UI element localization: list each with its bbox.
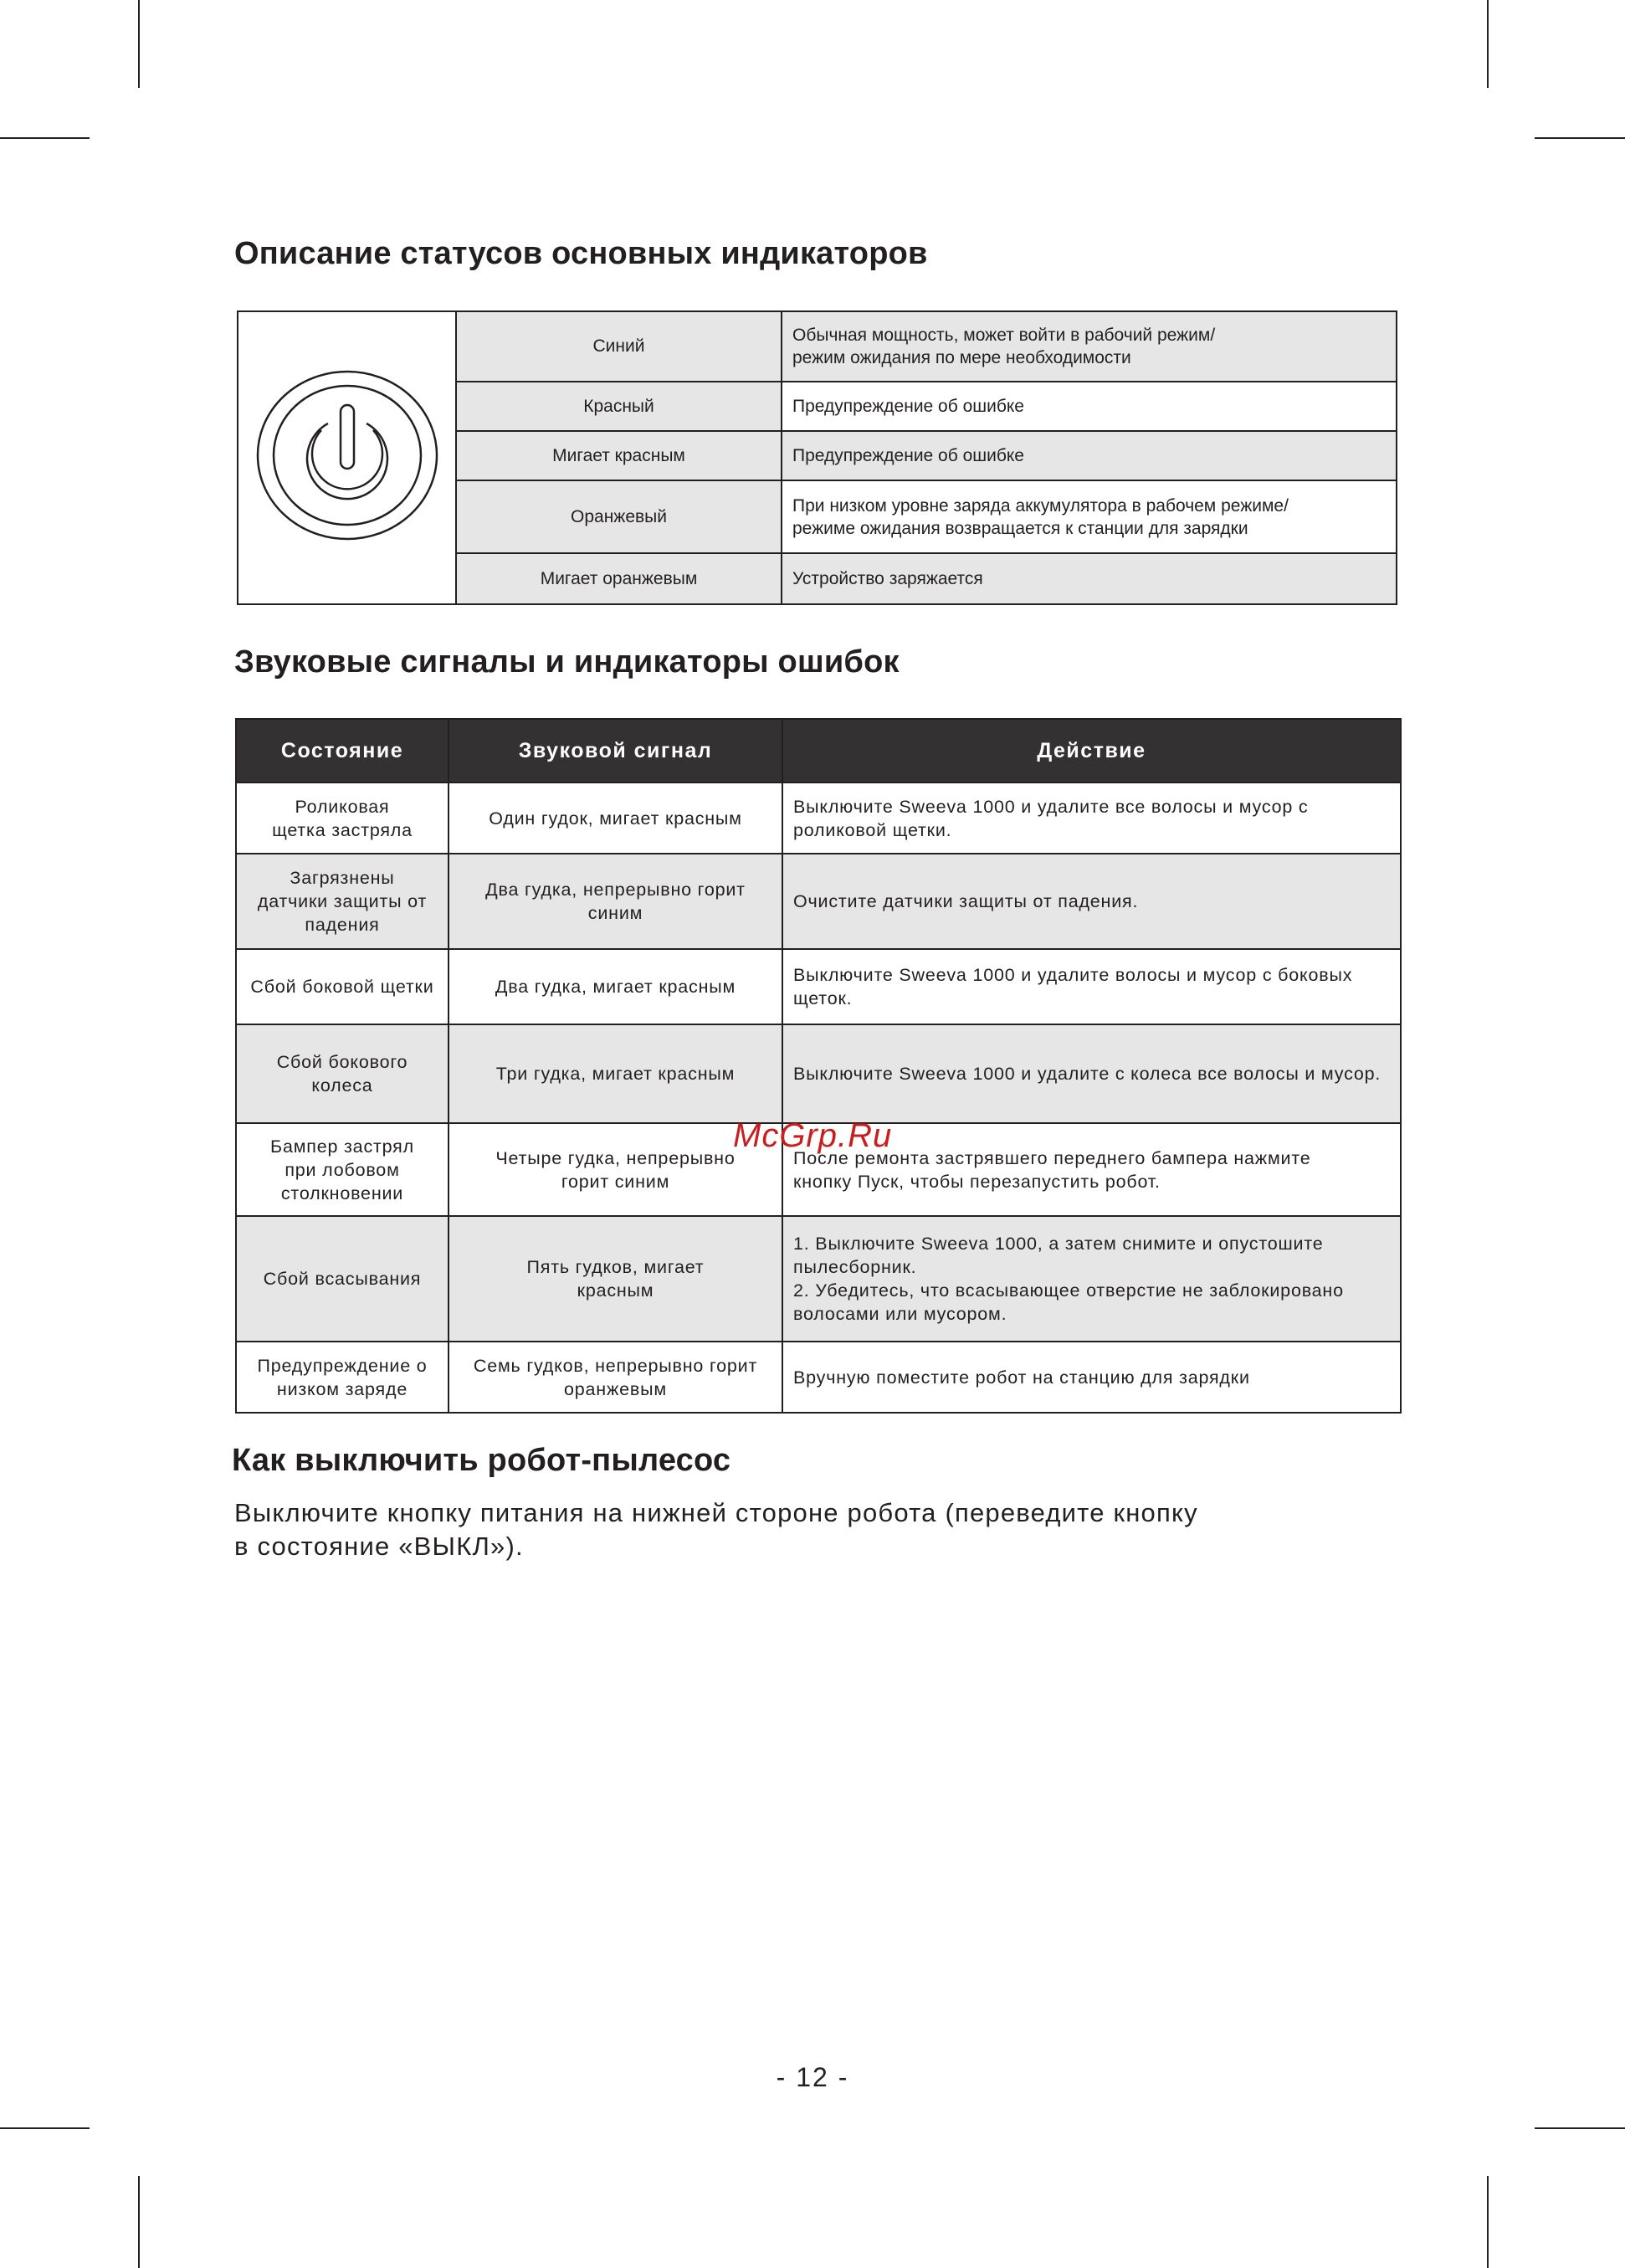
header-state: Состояние [236,719,449,783]
error-action: После ремонта застрявшего переднего бампера нажмите кнопку Пуск, чтобы перезапустить робот. [782,1123,1401,1216]
indicator-color: Мигает оранжевым [456,553,782,604]
error-state: Роликовая щетка застряла [236,783,449,854]
error-signal: Три гудка, мигает красным [449,1024,782,1123]
indicator-description: Устройство заряжается [782,553,1397,604]
error-state: Сбой бокового колеса [236,1024,449,1123]
error-row [236,1024,1401,1123]
indicator-status-table [237,310,1397,605]
error-state: Сбой всасывания [236,1216,449,1342]
page-number: - 12 - [776,2062,849,2092]
error-action: Вручную поместите робот на станцию для зарядки [782,1342,1401,1413]
error-signals-table [235,718,1402,1414]
error-action: 1. Выключите Sweeva 1000, а затем снимите и опустошите пылесборник. 2. Убедитесь, что всасывающее отверстие не заблокировано волосами или мусором. [782,1216,1401,1342]
error-action: Выключите Sweeva 1000 и удалите с колеса все волосы и мусор. [782,1024,1401,1123]
header-signal: Звуковой сигнал [449,719,782,783]
crop-mark [0,2127,90,2129]
error-signal: Семь гудков, непрерывно горит оранжевым [449,1342,782,1413]
error-state: Бампер застрял при лобовом столкновении [236,1123,449,1216]
error-row [236,783,1401,854]
crop-mark [1535,137,1625,139]
indicator-color: Красный [456,382,782,431]
crop-mark [0,137,90,139]
indicators-heading: Описание статусов основных индикаторов [234,236,928,271]
header-action: Действие [782,719,1401,783]
indicator-color: Оранжевый [456,480,782,553]
power-button-icon-cell [238,311,456,604]
indicator-description: Предупреждение об ошибке [782,431,1397,480]
error-signal: Два гудка, непрерывно горит синим [449,854,782,949]
error-signal: Четыре гудка, непрерывно горит синим [449,1123,782,1216]
indicator-description: При низком уровне заряда аккумулятора в рабочем режиме/ режиме ожидания возвращается к станции для зарядки [782,480,1397,553]
error-action: Выключите Sweeva 1000 и удалите все волосы и мусор с роликовой щетки. [782,783,1401,854]
crop-mark [1535,2127,1625,2129]
error-signal: Пять гудков, мигает красным [449,1216,782,1342]
indicator-row [238,311,1397,382]
error-state: Сбой боковой щетки [236,949,449,1024]
watermark: McGrp.Ru [733,1117,893,1154]
error-action: Выключите Sweeva 1000 и удалите волосы и мусор с боковых щеток. [782,949,1401,1024]
errors-heading: Звуковые сигналы и индикаторы ошибок [234,644,900,680]
indicator-color: Мигает красным [456,431,782,480]
error-row [236,1342,1401,1413]
indicator-description: Предупреждение об ошибке [782,382,1397,431]
error-state: Загрязнены датчики защиты от падения [236,854,449,949]
crop-mark [138,0,140,88]
crop-mark [1487,0,1489,88]
error-signal: Два гудка, мигает красным [449,949,782,1024]
shutdown-instructions: Выключите кнопку питания на нижней стороне робота (переведите кнопку в состояние «ВЫКЛ»). [234,1498,1198,1561]
error-row [236,949,1401,1024]
power-button-icon [247,355,448,556]
error-action: Очистите датчики защиты от падения. [782,854,1401,949]
indicator-color: Синий [456,311,782,382]
error-row [236,854,1401,949]
crop-mark [1487,2176,1489,2268]
error-table-header [236,719,1401,783]
error-state: Предупреждение о низком заряде [236,1342,449,1413]
indicator-description: Обычная мощность, может войти в рабочий режим/ режим ожидания по мере необходимости [782,311,1397,382]
error-row [236,1216,1401,1342]
error-signal: Один гудок, мигает красным [449,783,782,854]
crop-mark [138,2176,140,2268]
shutdown-heading: Как выключить робот-пылесос [232,1443,731,1478]
